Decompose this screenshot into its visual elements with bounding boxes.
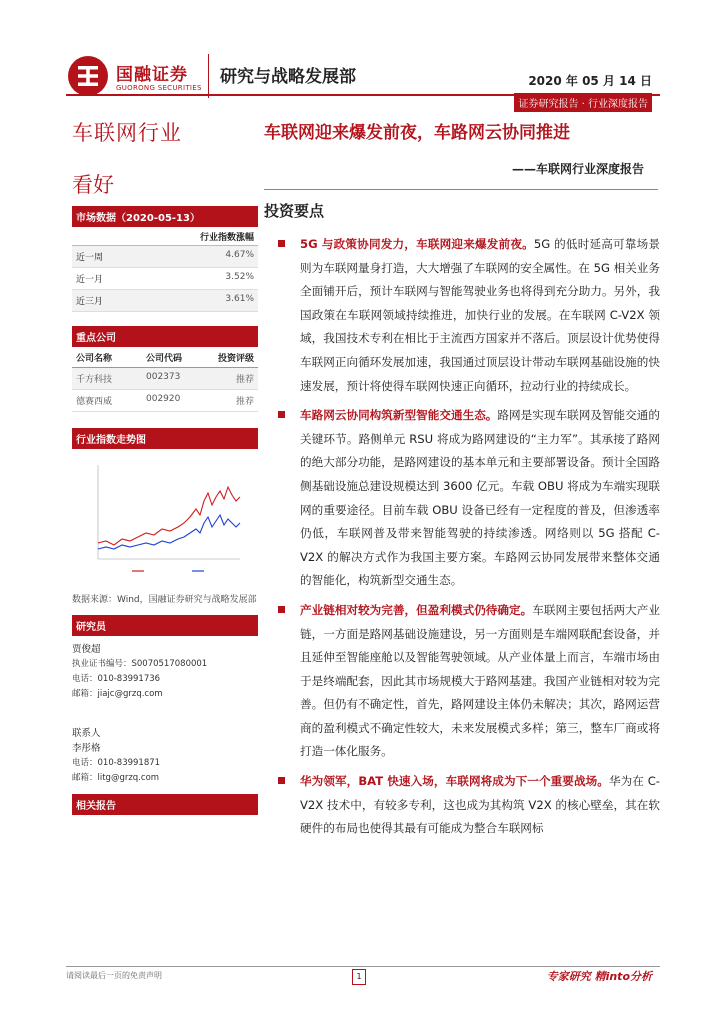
related-reports-heading: 相关报告 — [72, 794, 258, 815]
company-name: 千方科技 — [76, 375, 113, 385]
department-name: 研究与战略发展部 — [220, 67, 356, 87]
point-body: 5G 的低时延高可靠场景则为车联网量身打造，大大增强了车联网的安全属性。在 5G 相关业务全面铺开后，预计车联网与智能驾驶业务也将得到充分助力。另外，我国政策在车联网领域持续推进，加快行业的发展。在车联网 C-V2X 领域，我国技术专利在相比于主流西方国家并不落后。顶层设计优势使得车联网正向循环发展加速，我国通过顶层设计带动车联网基础设施的快速发展，预计将使得车联网快速正向循环，拉动行业的持续成长。 — [300, 237, 660, 393]
list-item — [272, 770, 660, 841]
guorong-logo-icon — [66, 54, 110, 98]
report-date: 2020 年 05 月 14 日 — [528, 74, 652, 88]
contact-email[interactable]: 邮箱：litg@grzq.com — [72, 773, 160, 783]
market-period: 近三月 — [76, 297, 104, 307]
companies-table — [72, 368, 258, 412]
contact-label: 联系人 — [72, 728, 101, 739]
list-item — [272, 233, 660, 398]
bullet-square-icon — [278, 606, 285, 613]
companies-table-header — [72, 347, 258, 368]
market-data-table — [72, 246, 258, 312]
company-rating: 推荐 — [235, 375, 254, 385]
market-data-column: 行业指数涨幅 — [72, 227, 258, 246]
point-lead: 5G 与政策协同发力，车联网迎来爆发前夜。 — [300, 237, 534, 251]
key-companies-heading: 重点公司 — [72, 326, 258, 347]
analyst-name: 贾俊超 — [72, 644, 101, 655]
company-name-cn: 国融证券 — [116, 65, 188, 85]
point-lead: 产业链相对较为完善，但盈利模式仍待确定。 — [300, 602, 533, 617]
chart-source: 数据来源：Wind，国融证券研究与战略发展部 — [72, 595, 257, 605]
report-title: 车联网迎来爆发前夜，车路网云协同推进 — [264, 123, 570, 143]
logo-divider — [208, 54, 209, 98]
point-lead: 车路网云协同构筑新型智能交通生态。 — [300, 408, 498, 423]
market-row — [72, 290, 258, 312]
table-row — [72, 368, 258, 390]
industry-name: 车联网行业 — [72, 121, 182, 145]
market-change: 4.67% — [225, 250, 254, 260]
market-change: 3.61% — [225, 294, 254, 304]
company-code: 002920 — [146, 394, 181, 404]
sidebar — [72, 118, 258, 815]
market-row — [72, 246, 258, 268]
title-divider — [264, 189, 658, 190]
company-code: 002373 — [146, 372, 181, 382]
analyst-phone: 电话：010-83991736 — [72, 674, 161, 684]
footer-slogan: 专家研究 精into分析 — [546, 970, 652, 983]
point-lead: 华为领军，BAT 快速入场，车联网将成为下一个重要战场。 — [300, 774, 609, 789]
contact-phone: 电话：010-83991871 — [72, 758, 161, 768]
contact-block — [72, 726, 258, 786]
col-company-code: 公司代码 — [146, 354, 183, 364]
point-body: 华为在 C-V2X 技术中，有较多专利，这也成为其构筑 V2X 的核心壁垒，其在软硬件的布局也使得其最有可能成为整合车联网标 — [300, 774, 660, 836]
col-company-name: 公司名称 — [76, 354, 113, 364]
index-trend-heading: 行业指数走势图 — [72, 428, 258, 449]
report-type-badge: 证券研究报告 · 行业深度报告 — [514, 93, 652, 112]
table-row — [72, 390, 258, 412]
report-subtitle: ——车联网行业深度报告 — [511, 162, 644, 176]
bullet-square-icon — [278, 777, 285, 784]
disclaimer-note[interactable]: 请阅读最后一页的免责声明 — [66, 971, 162, 980]
point-body: 路网是实现车联网及智能交通的关键环节。路侧单元 RSU 将成为路网建设的“主力军”。其承接了路网的绝大部分功能，是路网建设的基本单元和主要部署设备。预计全国路侧基础设施总建设规模达到 3600 亿元。车载 OBU 将成为车端实现联网的重要途径。目前车载 OBU 设备已经有一定程度的普及，但渗透率仍低，车联网普及带来智能驾驶的持续渗透。网络则以 5G 搭配 C-V2X 的解决方式作为我国主要方案。车路网云协同发展带来整体交通的智能化，构筑新型交通生态。 — [300, 408, 660, 588]
investment-points — [272, 233, 660, 847]
bullet-square-icon — [278, 240, 285, 247]
analyst-cert: 执业证书编号：S0070517080001 — [72, 659, 208, 669]
page-number: 1 — [352, 969, 366, 985]
col-rating: 投资评级 — [217, 354, 254, 364]
footer-rule — [66, 966, 660, 967]
company-name: 德赛西威 — [76, 397, 113, 407]
list-item — [272, 404, 660, 593]
point-body: 车联网主要包括两大产业链，一方面是路网基础设施建设，另一方面则是车端网联配套设备，并且延伸至智能座舱以及智能驾驶领域。从产业体量上而言，车端市场由于是终端配套，因此其市场规模大于路网基建。我国产业链相对较为完善。但仍有不确定性，首先，路网建设主体仍未解决；其次，路网运营商的盈利模式不确定性较大，未来发展模式多样；第三，整车厂商或将打造一体化服务。 — [300, 602, 660, 759]
market-period: 近一周 — [76, 253, 104, 263]
list-item — [272, 599, 660, 764]
company-rating: 推荐 — [235, 397, 254, 407]
market-row — [72, 268, 258, 290]
analyst-heading: 研究员 — [72, 615, 258, 636]
index-trend-chart — [72, 457, 258, 581]
contact-name: 李彤格 — [72, 743, 101, 754]
company-name-en: GUORONG SECURITIES — [116, 84, 202, 92]
analyst-email[interactable]: 邮箱：jiajc@grzq.com — [72, 689, 163, 699]
market-period: 近一月 — [76, 275, 104, 285]
market-change: 3.52% — [225, 272, 254, 282]
industry-rating: 看好 — [72, 173, 114, 197]
market-data-heading: 市场数据（2020-05-13） — [72, 206, 258, 227]
investment-highlights-heading: 投资要点 — [264, 202, 325, 220]
bullet-square-icon — [278, 411, 285, 418]
